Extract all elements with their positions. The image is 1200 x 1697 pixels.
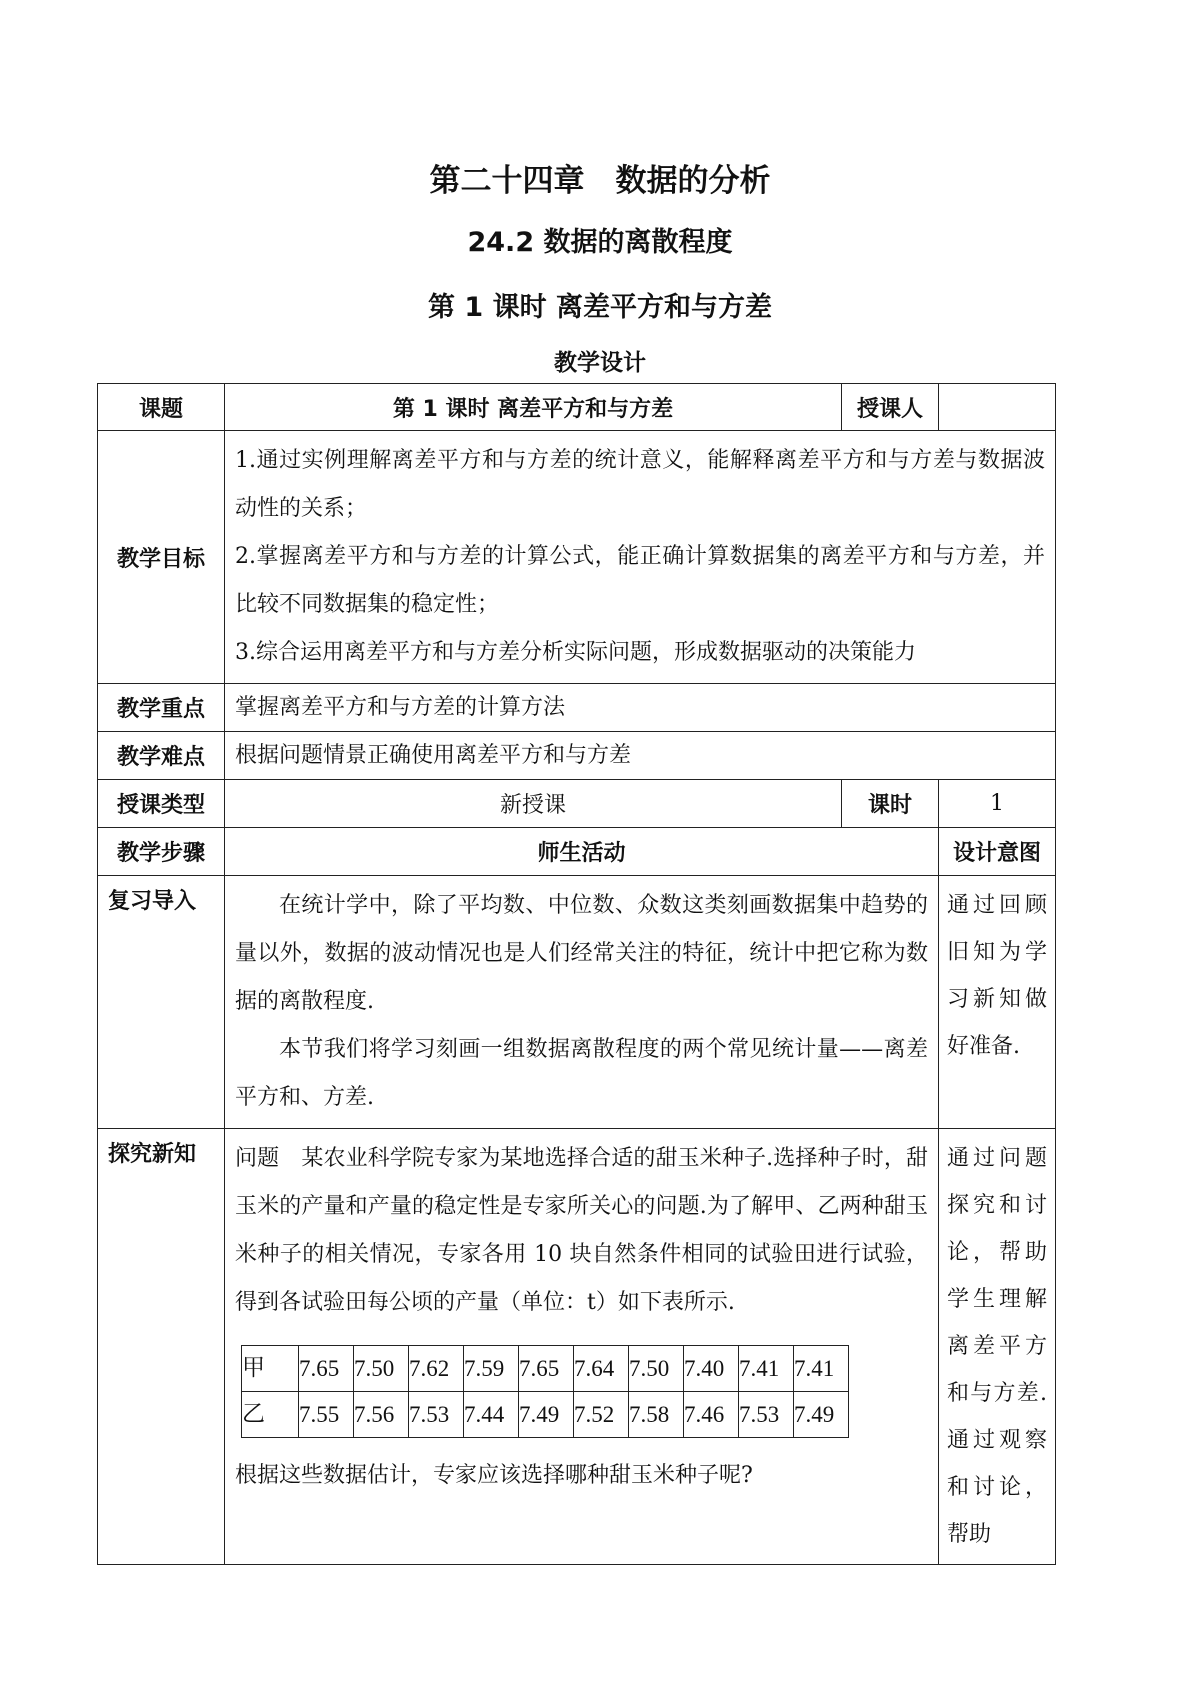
- key-row: [98, 684, 1056, 732]
- hours-label: 课时: [842, 780, 939, 828]
- yield-row-name: 甲: [242, 1346, 299, 1392]
- activity-label: 师生活动: [225, 828, 939, 876]
- explore-label: 探究新知: [98, 1129, 225, 1565]
- yield-cell: 7.40: [684, 1346, 739, 1392]
- type-value: 新授课: [225, 780, 842, 828]
- yield-row: [242, 1392, 849, 1438]
- yield-cell: 7.53: [739, 1392, 794, 1438]
- explore-intent: 通过问题探究和讨论，帮助学生理解离差平方和与方差.通过观察和讨论，帮助: [939, 1129, 1056, 1565]
- steps-header-row: [98, 828, 1056, 876]
- goals-content: [225, 431, 1056, 684]
- yield-cell: 7.44: [464, 1392, 519, 1438]
- topic-value: 第 1 课时 离差平方和与方差: [225, 384, 842, 431]
- steps-label: 教学步骤: [98, 828, 225, 876]
- review-label: 复习导入: [98, 876, 225, 1129]
- yield-row: [242, 1346, 849, 1392]
- key-value: 掌握离差平方和与方差的计算方法: [225, 684, 1056, 732]
- topic-row: [98, 384, 1056, 431]
- yield-row-name: 乙: [242, 1392, 299, 1438]
- question-text: 根据这些数据估计，专家应该选择哪种甜玉米种子呢?: [235, 1463, 753, 1488]
- goals-row: [98, 431, 1056, 684]
- difficulty-row: [98, 732, 1056, 780]
- teacher-value: [939, 384, 1056, 431]
- yield-cell: 7.62: [409, 1346, 464, 1392]
- yield-cell: 7.55: [299, 1392, 354, 1438]
- doc-type-title: 教学设计: [554, 350, 646, 376]
- section-title: 24.2 数据的离散程度: [467, 227, 733, 258]
- type-label: 授课类型: [98, 780, 225, 828]
- yield-cell: 7.46: [684, 1392, 739, 1438]
- goals-label: 教学目标: [98, 431, 225, 684]
- yield-cell: 7.49: [519, 1392, 574, 1438]
- yield-cell: 7.53: [409, 1392, 464, 1438]
- difficulty-label: 教学难点: [98, 732, 225, 780]
- lesson-plan-table: [97, 383, 1056, 1565]
- yield-cell: 7.56: [354, 1392, 409, 1438]
- difficulty-value: 根据问题情景正确使用离差平方和与方差: [225, 732, 1056, 780]
- yield-cell: 7.50: [354, 1346, 409, 1392]
- yield-cell: 7.50: [629, 1346, 684, 1392]
- yield-cell: 7.59: [464, 1346, 519, 1392]
- yield-cell: 7.41: [739, 1346, 794, 1392]
- problem-text: 问题 某农业科学院专家为某地选择合适的甜玉米种子.选择种子时，甜玉米的产量和产量的稳定性是专家所关心的问题.为了解甲、乙两种甜玉米种子的相关情况，专家各用 10 块自然条件相同的试验田进行试验，得到各试验田每公顷的产量（单位：t）如下表所示.: [235, 1146, 928, 1315]
- yield-cell: 7.65: [519, 1346, 574, 1392]
- review-intent: 通过回顾旧知为学习新知做好准备.: [939, 876, 1056, 1129]
- explore-row: [98, 1129, 1056, 1565]
- hours-value: 1: [939, 780, 1056, 828]
- goal-item: 1.通过实例理解离差平方和与方差的统计意义，能解释离差平方和与方差与数据波动性的关系；: [235, 448, 1045, 521]
- goal-item: 3.综合运用离差平方和与方差分析实际问题，形成数据驱动的决策能力: [235, 640, 916, 665]
- explore-content: [225, 1129, 939, 1565]
- yield-cell: 7.41: [794, 1346, 849, 1392]
- yield-cell: 7.52: [574, 1392, 629, 1438]
- yield-table: [241, 1345, 849, 1438]
- lesson-title: 第 1 课时 离差平方和与方差: [428, 292, 772, 323]
- yield-cell: 7.49: [794, 1392, 849, 1438]
- key-label: 教学重点: [98, 684, 225, 732]
- review-paragraph: 本节我们将学习刻画一组数据离散程度的两个常见统计量——离差平方和、方差.: [235, 1037, 928, 1110]
- review-row: [98, 876, 1056, 1129]
- topic-label: 课题: [98, 384, 225, 431]
- intent-label: 设计意图: [939, 828, 1056, 876]
- yield-cell: 7.65: [299, 1346, 354, 1392]
- teacher-label: 授课人: [842, 384, 939, 431]
- chapter-title: 第二十四章 数据的分析: [429, 163, 771, 199]
- yield-cell: 7.64: [574, 1346, 629, 1392]
- type-row: [98, 780, 1056, 828]
- goal-item: 2.掌握离差平方和与方差的计算公式，能正确计算数据集的离差平方和与方差，并比较不同数据集的稳定性；: [235, 544, 1045, 617]
- review-paragraph: 在统计学中，除了平均数、中位数、众数这类刻画数据集中趋势的量以外，数据的波动情况也是人们经常关注的特征，统计中把它称为数据的离散程度.: [235, 893, 928, 1014]
- review-content: [225, 876, 939, 1129]
- yield-cell: 7.58: [629, 1392, 684, 1438]
